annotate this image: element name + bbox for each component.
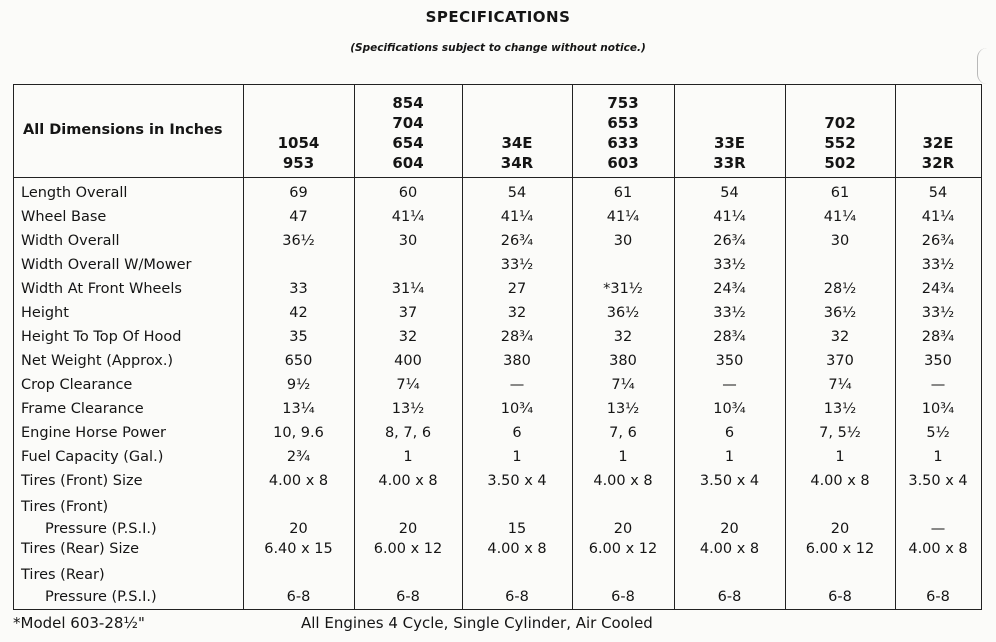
row-label: Fuel Capacity (Gal.) — [21, 449, 164, 465]
table-cell: 33½ — [921, 305, 955, 321]
table-cell: 41¼ — [391, 209, 425, 225]
table-cell: 4.00 x 8 — [699, 541, 760, 557]
table-row — [14, 445, 981, 469]
table-row — [14, 277, 981, 301]
table-cell: 1 — [724, 449, 735, 465]
column-header-line: 33E — [713, 134, 746, 152]
table-cell: 10¾ — [713, 401, 746, 417]
table-cell: 6.00 x 12 — [805, 541, 875, 557]
table-cell: 1 — [403, 449, 413, 465]
column-header-line: 32E — [922, 134, 954, 152]
table-cell: 8, 7, 6 — [384, 425, 432, 441]
column-header-line: 1054 — [277, 134, 320, 152]
table-cell: 4.00 x 8 — [810, 473, 870, 489]
table-cell: 35 — [289, 329, 308, 345]
row-label: Frame Clearance — [21, 401, 144, 417]
table-cell: 30 — [613, 233, 633, 249]
row-label: Height — [21, 305, 69, 321]
table-cell: 61 — [613, 185, 633, 201]
table-cell: 26¾ — [921, 233, 955, 249]
table-row — [14, 205, 981, 229]
column-header — [572, 85, 674, 178]
row-label: Wheel Base — [21, 209, 107, 225]
table-cell: 41¼ — [921, 209, 955, 225]
row-label: Net Weight (Approx.) — [21, 353, 174, 369]
row-label: Tires (Front) Size — [21, 473, 143, 489]
table-cell: 4.00 x 8 — [487, 541, 547, 557]
table-cell: 41¼ — [823, 209, 857, 225]
row-label: Tires (Front) — [21, 499, 109, 515]
row-label: Tires (Rear) Size — [21, 541, 140, 557]
table-cell: 6-8 — [286, 589, 311, 605]
table-cell: 3.50 x 4 — [699, 473, 760, 489]
column-header-line: 502 — [824, 154, 856, 172]
table-row — [14, 301, 981, 325]
table-cell: — — [722, 377, 737, 393]
margin-mark — [977, 48, 992, 84]
table-cell: 30 — [830, 233, 850, 249]
row-label: Length Overall — [21, 185, 128, 201]
table-cell: 10¾ — [500, 401, 534, 417]
table-row — [14, 373, 981, 397]
table-cell: 24¾ — [713, 281, 746, 297]
table-cell: 400 — [394, 353, 422, 369]
table-row — [14, 397, 981, 421]
column-header — [674, 85, 785, 178]
column-header-line: 702 — [824, 114, 856, 132]
table-cell: 4.00 x 8 — [908, 541, 968, 557]
table-cell: 10¾ — [921, 401, 955, 417]
table-row — [14, 421, 981, 445]
table-cell: 20 — [289, 521, 308, 537]
table-cell: 9½ — [286, 377, 311, 393]
table-cell: 380 — [609, 353, 637, 369]
table-row — [14, 495, 981, 543]
table-row — [14, 469, 981, 493]
header-label: All Dimensions in Inches — [23, 122, 223, 138]
table-cell: 4.00 x 8 — [593, 473, 653, 489]
column-header-line: 604 — [392, 154, 424, 172]
table-cell: 13½ — [391, 401, 425, 417]
column-header — [785, 85, 895, 178]
table-cell: 6-8 — [611, 589, 635, 605]
table-cell: 60 — [398, 185, 418, 201]
page-title: SPECIFICATIONS — [425, 8, 571, 26]
footer-note: All Engines 4 Cycle, Single Cylinder, Air Cooled — [301, 614, 653, 632]
table-cell: 3.50 x 4 — [908, 473, 968, 489]
table-cell: 7¼ — [828, 377, 852, 393]
table-cell: 6-8 — [828, 589, 852, 605]
table-cell: 41¼ — [606, 209, 640, 225]
column-header-line: 34R — [500, 154, 534, 172]
column-header-line: 753 — [607, 94, 639, 112]
column-header-line: 33R — [713, 154, 746, 172]
table-cell: 7¼ — [396, 377, 420, 393]
table-row — [14, 537, 981, 561]
table-cell: 7¼ — [611, 377, 635, 393]
table-row — [14, 253, 981, 277]
table-cell: 28¾ — [921, 329, 955, 345]
row-label: Height To Top Of Hood — [21, 329, 182, 345]
table-cell: 33½ — [500, 257, 534, 273]
table-cell: 6 — [512, 425, 522, 441]
table-cell: 28¾ — [500, 329, 534, 345]
table-cell: 6-8 — [926, 589, 950, 605]
row-label: Width At Front Wheels — [21, 281, 182, 297]
table-cell: 7, 5½ — [819, 425, 861, 441]
table-cell: 6-8 — [396, 589, 420, 605]
table-cell: 5½ — [926, 425, 950, 441]
table-cell: 37 — [398, 305, 418, 321]
row-label-continued: Pressure (P.S.I.) — [45, 521, 157, 537]
table-row — [14, 229, 981, 253]
row-label: Width Overall W/Mower — [21, 257, 192, 273]
column-header — [243, 85, 354, 178]
table-cell: 6-8 — [717, 589, 742, 605]
table-cell: 54 — [928, 185, 948, 201]
table-cell: 13½ — [823, 401, 857, 417]
table-cell: 32 — [830, 329, 850, 345]
column-header-line: 34E — [501, 134, 533, 152]
table-cell: 7, 6 — [609, 425, 637, 441]
table-cell: 32 — [398, 329, 418, 345]
column-header-line: 654 — [392, 134, 424, 152]
table-cell: 350 — [924, 353, 952, 369]
table-cell: *31½ — [603, 281, 643, 297]
row-label: Engine Horse Power — [21, 425, 166, 441]
table-cell: 6.00 x 12 — [588, 541, 658, 557]
table-cell: 54 — [720, 185, 739, 201]
table-cell: 42 — [289, 305, 308, 321]
table-cell: 33 — [289, 281, 308, 297]
column-header-line: 633 — [607, 134, 639, 152]
table-cell: 20 — [830, 521, 850, 537]
table-cell: 30 — [398, 233, 418, 249]
table-cell: 650 — [284, 353, 313, 369]
table-cell: 32 — [507, 305, 527, 321]
table-cell: 13½ — [606, 401, 640, 417]
table-cell: 6 — [724, 425, 735, 441]
table-cell: 36½ — [282, 233, 315, 249]
column-header — [354, 85, 462, 178]
table-cell: 3.50 x 4 — [487, 473, 547, 489]
page-subtitle: (Specifications subject to change without notice.) — [350, 42, 646, 54]
column-header-line: 32R — [921, 154, 955, 172]
table-cell: 24¾ — [921, 281, 955, 297]
table-cell: 350 — [715, 353, 744, 369]
table-cell: 41¼ — [713, 209, 746, 225]
table-row — [14, 181, 981, 205]
table-cell: 1 — [933, 449, 943, 465]
row-label: Crop Clearance — [21, 377, 133, 393]
table-cell: 20 — [398, 521, 418, 537]
column-header-line: 603 — [607, 154, 639, 172]
table-cell: — — [509, 377, 525, 393]
table-cell: 1 — [512, 449, 522, 465]
table-cell: 20 — [720, 521, 739, 537]
table-cell: 1 — [618, 449, 628, 465]
column-header-line: 653 — [607, 114, 639, 132]
table-cell: 47 — [289, 209, 308, 225]
column-header-line: 854 — [392, 94, 424, 112]
table-cell: — — [930, 521, 946, 537]
table-cell: 28¾ — [713, 329, 746, 345]
table-cell: 36½ — [606, 305, 640, 321]
table-cell: 1 — [835, 449, 845, 465]
table-cell: 380 — [503, 353, 531, 369]
table-cell: 370 — [826, 353, 854, 369]
table-cell: 4.00 x 8 — [268, 473, 329, 489]
table-cell: 6.00 x 12 — [373, 541, 443, 557]
table-cell: 27 — [507, 281, 527, 297]
table-cell: 2¾ — [286, 449, 311, 465]
table-cell: 10, 9.6 — [273, 425, 324, 441]
table-row — [14, 325, 981, 349]
table-cell: 33½ — [713, 257, 746, 273]
column-header — [895, 85, 981, 178]
table-cell: 54 — [507, 185, 527, 201]
table-cell: 26¾ — [713, 233, 746, 249]
column-header-line: 953 — [282, 154, 315, 172]
table-cell: 4.00 x 8 — [378, 473, 438, 489]
column-header-line: 704 — [392, 114, 424, 132]
table-row — [14, 349, 981, 373]
table-cell: 33½ — [713, 305, 746, 321]
table-cell: 26¾ — [500, 233, 534, 249]
table-cell: 69 — [289, 185, 308, 201]
table-cell: 33½ — [921, 257, 955, 273]
row-label: Tires (Rear) — [21, 567, 105, 583]
table-cell: 32 — [613, 329, 633, 345]
table-cell: 20 — [613, 521, 633, 537]
table-cell: 6-8 — [505, 589, 529, 605]
table-cell: 36½ — [823, 305, 857, 321]
column-header-line: 552 — [824, 134, 856, 152]
spec-table — [13, 84, 982, 610]
table-cell: 15 — [507, 521, 527, 537]
table-cell: 31¼ — [391, 281, 425, 297]
table-cell: 13¼ — [282, 401, 315, 417]
table-cell: — — [930, 377, 946, 393]
footnote: *Model 603-28½" — [13, 614, 145, 632]
row-label: Width Overall — [21, 233, 120, 249]
table-row — [14, 563, 981, 611]
row-label-continued: Pressure (P.S.I.) — [45, 589, 157, 605]
table-cell: 41¼ — [500, 209, 534, 225]
table-cell: 28½ — [823, 281, 857, 297]
column-header — [462, 85, 572, 178]
table-cell: 6.40 x 15 — [264, 541, 333, 557]
table-cell: 61 — [830, 185, 850, 201]
